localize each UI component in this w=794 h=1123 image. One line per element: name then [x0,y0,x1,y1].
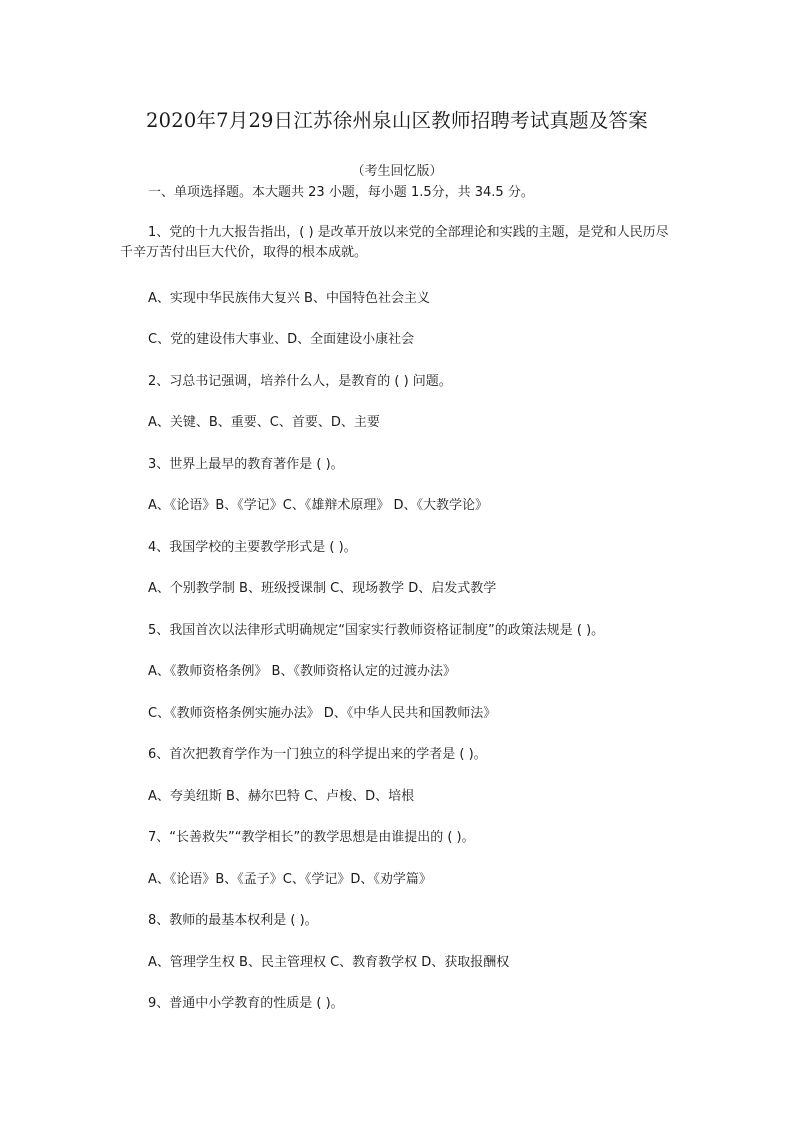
document-title: 2020年7月29日江苏徐州泉山区教师招聘考试真题及答案 [146,109,648,132]
question-6-options: A、夸美纽斯 B、赫尔巴特 C、卢梭、D、培根 [148,789,415,804]
question-3-options: A、《论语》B、《学记》C、《雄辩术原理》 D、《大教学论》 [148,498,489,513]
question-5-stem: 5、我国首次以法律形式明确规定“国家实行教师资格证制度”的政策法规是 ( )。 [148,623,605,638]
question-3-stem: 3、世界上最早的教育著作是 ( )。 [148,457,344,472]
question-8-stem: 8、教师的最基本权利是 ( )。 [148,913,318,928]
document-subtitle: （考生回忆版） [351,164,443,179]
question-6-stem: 6、首次把教育学作为一门独立的科学提出来的学者是 ( )。 [148,747,487,762]
question-1-options-line1: A、实现中华民族伟大复兴 B、中国特色社会主义 [148,291,430,306]
question-2-options: A、关键、B、重要、C、首要、D、主要 [148,415,380,430]
question-4-options: A、个别教学制 B、班级授课制 C、现场教学 D、启发式教学 [148,581,497,596]
question-9-stem: 9、普通中小学教育的性质是 ( )。 [148,996,344,1011]
section-heading: 一、单项选择题。本大题共 23 小题，每小题 1.5分，共 34.5 分。 [148,185,534,200]
question-8-options: A、管理学生权 B、民主管理权 C、教育教学权 D、获取报酬权 [148,955,510,970]
question-7-stem: 7、“长善救失”“教学相长”的教学思想是由谁提出的 ( )。 [148,830,475,845]
question-5-options-line2: C、《教师资格条例实施办法》 D、《中华人民共和国教师法》 [148,706,497,721]
question-7-options: A、《论语》B、《孟子》C、《学记》D、《劝学篇》 [148,872,432,887]
question-1-options-line2: C、党的建设伟大事业、D、全面建设小康社会 [148,332,415,347]
question-4-stem: 4、我国学校的主要教学形式是 ( )。 [148,540,357,555]
question-1-stem: 1、党的十九大报告指出，( ) 是改革开放以来党的全部理论和实践的主题，是党和人民历尽千辛万苦付出巨大代价，取得的根本成就。 [120,225,669,260]
question-5-options-line1: A、《教师资格条例》 B、《教师资格认定的过渡办法》 [148,664,456,679]
question-2-stem: 2、习总书记强调，培养什么人，是教育的 ( ) 问题。 [148,374,452,389]
